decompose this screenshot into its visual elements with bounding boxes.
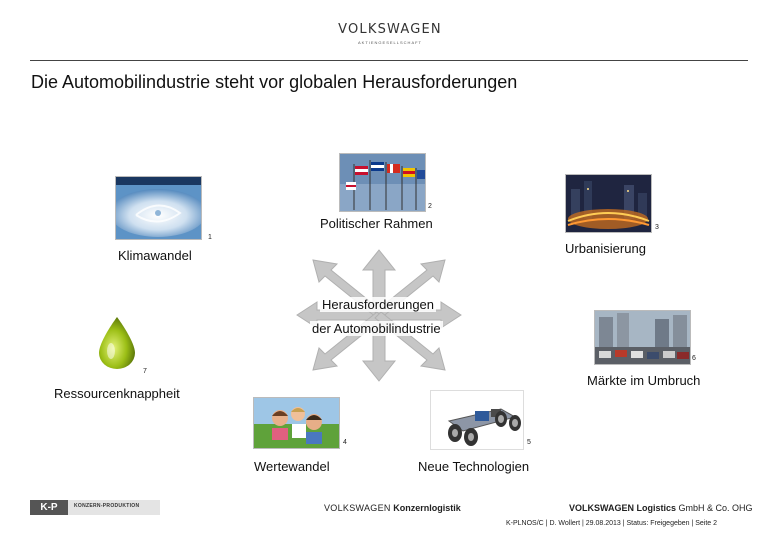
volkswagen-logo-subtitle: AKTIENGESELLSCHAFT (357, 40, 422, 45)
konzernlogistik-brand: VOLKSWAGEN (324, 503, 391, 513)
oil-drop-photo (95, 315, 140, 371)
vw-logistics-company: GmbH & Co. OHG (678, 503, 753, 513)
challenge-number: 7 (143, 368, 147, 375)
car-chassis-photo (430, 390, 524, 450)
challenge-number: 6 (692, 355, 696, 362)
challenge-number: 4 (343, 439, 347, 446)
challenge-label-ressourcenknappheit: Ressourcenknappheit (54, 386, 180, 401)
challenge-number: 3 (655, 224, 659, 231)
challenge-number: 2 (428, 203, 432, 210)
challenge-label-politischer-rahmen: Politischer Rahmen (320, 216, 433, 231)
family-photo (253, 397, 340, 449)
footer-meta: K-PLNOS/C | D. Wollert | 29.08.2013 | Status: Freigegeben | Seite 2 (506, 520, 718, 527)
challenge-label-neue-technologien: Neue Technologien (418, 459, 530, 474)
challenge-label-maerkte-im-umbruch: Märkte im Umbruch (587, 373, 701, 388)
traffic-jam-photo (594, 310, 691, 365)
kp-logo-text: KONZERN-PRODUKTION (74, 503, 140, 509)
konzernlogistik-logo (324, 503, 461, 513)
vw-logistics-brand: VOLKSWAGEN Logistics (569, 503, 677, 513)
center-label-line1: Herausforderungen (322, 297, 435, 312)
hurricane-photo (115, 176, 202, 240)
challenge-label-wertewandel: Wertewandel (254, 459, 330, 474)
page-title: Die Automobilindustrie steht vor globalen Herausforderungen (31, 72, 518, 92)
vw-logistics-logo (569, 503, 753, 513)
kp-logo: K-P (30, 500, 68, 515)
flags-photo (339, 153, 426, 212)
challenge-number: 5 (527, 439, 531, 446)
challenge-label-klimawandel: Klimawandel (118, 248, 192, 263)
header-divider (30, 60, 748, 61)
multidirectional-arrows-icon (295, 248, 463, 383)
challenge-number: 1 (208, 234, 212, 241)
challenge-label-urbanisierung: Urbanisierung (565, 241, 646, 256)
center-label-line2: der Automobilindustrie (312, 321, 441, 336)
konzernlogistik-text: Konzernlogistik (393, 503, 461, 513)
volkswagen-logo-text: VOLKSWAGEN (338, 22, 442, 37)
city-night-photo (565, 174, 652, 233)
